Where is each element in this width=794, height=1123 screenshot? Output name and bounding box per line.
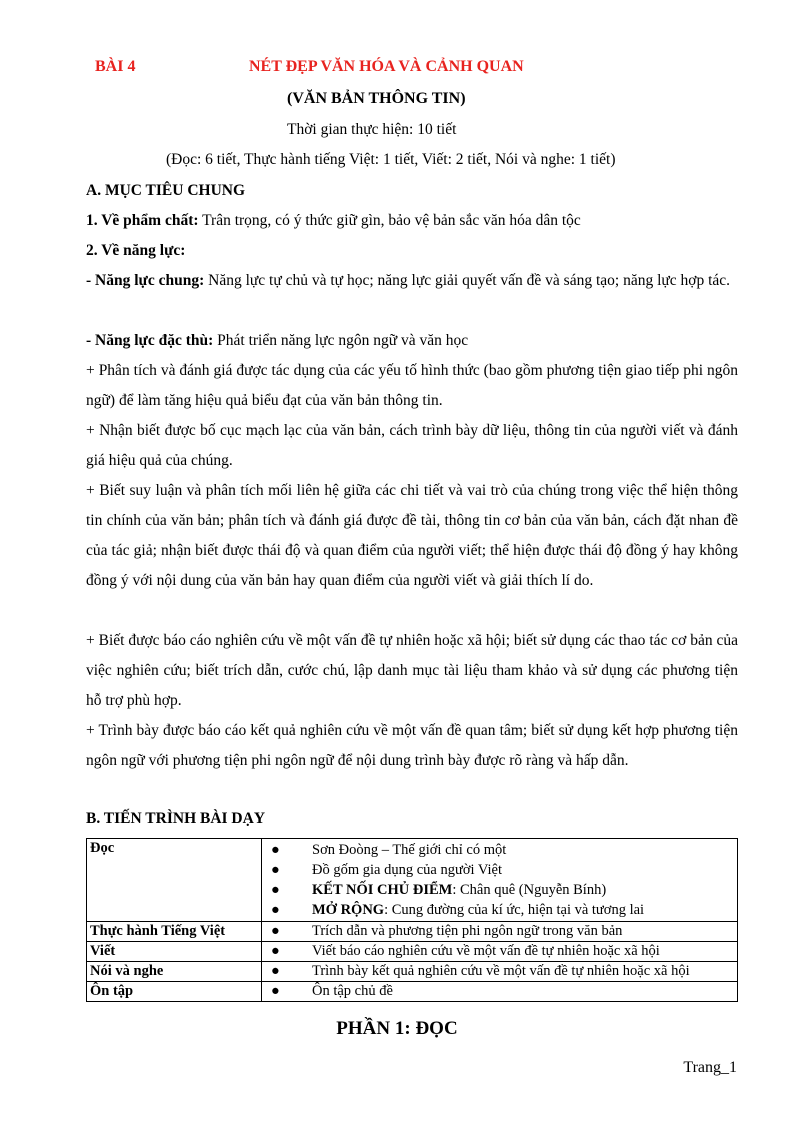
row-label: Ôn tập [87, 982, 262, 1002]
section-a-heading: A. MỤC TIÊU CHUNG [86, 182, 246, 199]
row-label: Viết [87, 942, 262, 962]
competence-heading: 2. Về năng lực: [86, 242, 186, 259]
list-item: ● KẾT NỐI CHỦ ĐIỂM: Chân quê (Nguyễn Bính) [271, 882, 607, 898]
lesson-distribution: (Đọc: 6 tiết, Thực hành tiếng Việt: 1 tiết, Viết: 2 tiết, Nói và nghe: 1 tiết) [166, 151, 616, 168]
bullet-icon: ● [271, 983, 280, 999]
bullet-icon: ● [271, 902, 280, 918]
row-content [262, 982, 738, 1002]
objective-point: + Biết được báo cáo nghiên cứu về một vấn đề tự nhiên hoặc xã hội; biết sử dụng các thao tác cơ bản của việc nghiên cứu; biết trích dẫn, cước chú, lập danh mục tài liệu tham khảo và sử dụng các phương tiện hỗ trợ phù hợp. [86, 632, 738, 709]
list-item: ● Trình bày kết quả nghiên cứu về một vấn đề tự nhiên hoặc xã hội [271, 963, 690, 979]
lesson-time: Thời gian thực hiện: 10 tiết [287, 121, 457, 138]
special-competence-label: - Năng lực đặc thù: [86, 332, 214, 349]
row-label: Nói và nghe [87, 962, 262, 982]
general-competence [86, 266, 738, 296]
bullet-icon: ● [271, 943, 280, 959]
list-item: ● MỞ RỘNG: Cung đường của kí ức, hiện tại và tương lai [271, 902, 645, 918]
lesson-number: BÀI 4 [95, 58, 136, 75]
table-row [87, 922, 738, 942]
table-row [87, 982, 738, 1002]
list-item: ● Viết báo cáo nghiên cứu về một vấn đề tự nhiên hoặc xã hội [271, 943, 660, 959]
quality-label: 1. Về phẩm chất: [86, 212, 199, 229]
table-row [87, 962, 738, 982]
lesson-subtitle: (VĂN BẢN THÔNG TIN) [287, 90, 466, 107]
list-item: ● Sơn Đoòng – Thế giới chỉ có một [271, 842, 507, 858]
bullet-icon: ● [271, 842, 280, 858]
table-row [87, 942, 738, 962]
section-b-heading: B. TIẾN TRÌNH BÀI DẠY [86, 810, 266, 827]
quality-objective [86, 212, 581, 230]
list-item: ● Trích dẫn và phương tiện phi ngôn ngữ trong văn bản [271, 923, 623, 939]
list-item: ● Đồ gốm gia dụng của người Việt [271, 862, 502, 878]
objective-point: + Trình bày được báo cáo kết quả nghiên cứu về một vấn đề quan tâm; biết sử dụng kết hợp phương tiện ngôn ngữ với phương tiện phi ngôn ngữ để nội dung trình bày được rõ ràng và hấp dẫn. [86, 722, 738, 769]
page-number: Trang_1 [683, 1059, 737, 1076]
bullet-icon: ● [271, 882, 280, 898]
row-content [262, 839, 738, 922]
general-competence-text: Năng lực tự chủ và tự học; năng lực giải quyết vấn đề và sáng tạo; năng lực hợp tác. [204, 272, 731, 289]
general-competence-label: - Năng lực chung: [86, 272, 205, 289]
bullet-icon: ● [271, 862, 280, 878]
objective-point: + Nhận biết được bố cục mạch lạc của văn bản, cách trình bày dữ liệu, thông tin của người viết và đánh giá hiệu quả của chúng. [86, 422, 738, 469]
special-competence [86, 332, 468, 350]
table-row [87, 839, 738, 922]
row-content [262, 962, 738, 982]
row-content [262, 942, 738, 962]
objective-point: + Phân tích và đánh giá được tác dụng của các yếu tố hình thức (bao gồm phương tiện giao tiếp phi ngôn ngữ) để làm tăng hiệu quả biểu đạt của văn bản thông tin. [86, 362, 738, 409]
lesson-title: NÉT ĐẸP VĂN HÓA VÀ CẢNH QUAN [249, 58, 524, 75]
bullet-icon: ● [271, 923, 280, 939]
special-competence-text: Phát triển năng lực ngôn ngữ và văn học [213, 332, 469, 349]
part-heading: PHẦN 1: ĐỌC [336, 1018, 458, 1039]
row-label: Thực hành Tiếng Việt [87, 922, 262, 942]
list-item: ● Ôn tập chủ đề [271, 983, 393, 999]
quality-text: Trân trọng, có ý thức giữ gìn, bảo vệ bản sắc văn hóa dân tộc [198, 212, 581, 229]
bullet-icon: ● [271, 963, 280, 979]
row-content [262, 922, 738, 942]
row-label: Đọc [87, 839, 262, 922]
lesson-plan-table [86, 838, 738, 1002]
objective-point: + Biết suy luận và phân tích mối liên hệ giữa các chi tiết và vai trò của chúng trong việc thể hiện thông tin chính của văn bản; phân tích và đánh giá được đề tài, thông tin cơ bản của văn bản, cách đặt nhan đề của tác giả; nhận biết được thái độ và quan điểm của người viết; thể hiện được thái độ đồng ý hay không đồng ý với nội dung của văn bản hay quan điểm của người viết và giải thích lí do. [86, 482, 738, 589]
